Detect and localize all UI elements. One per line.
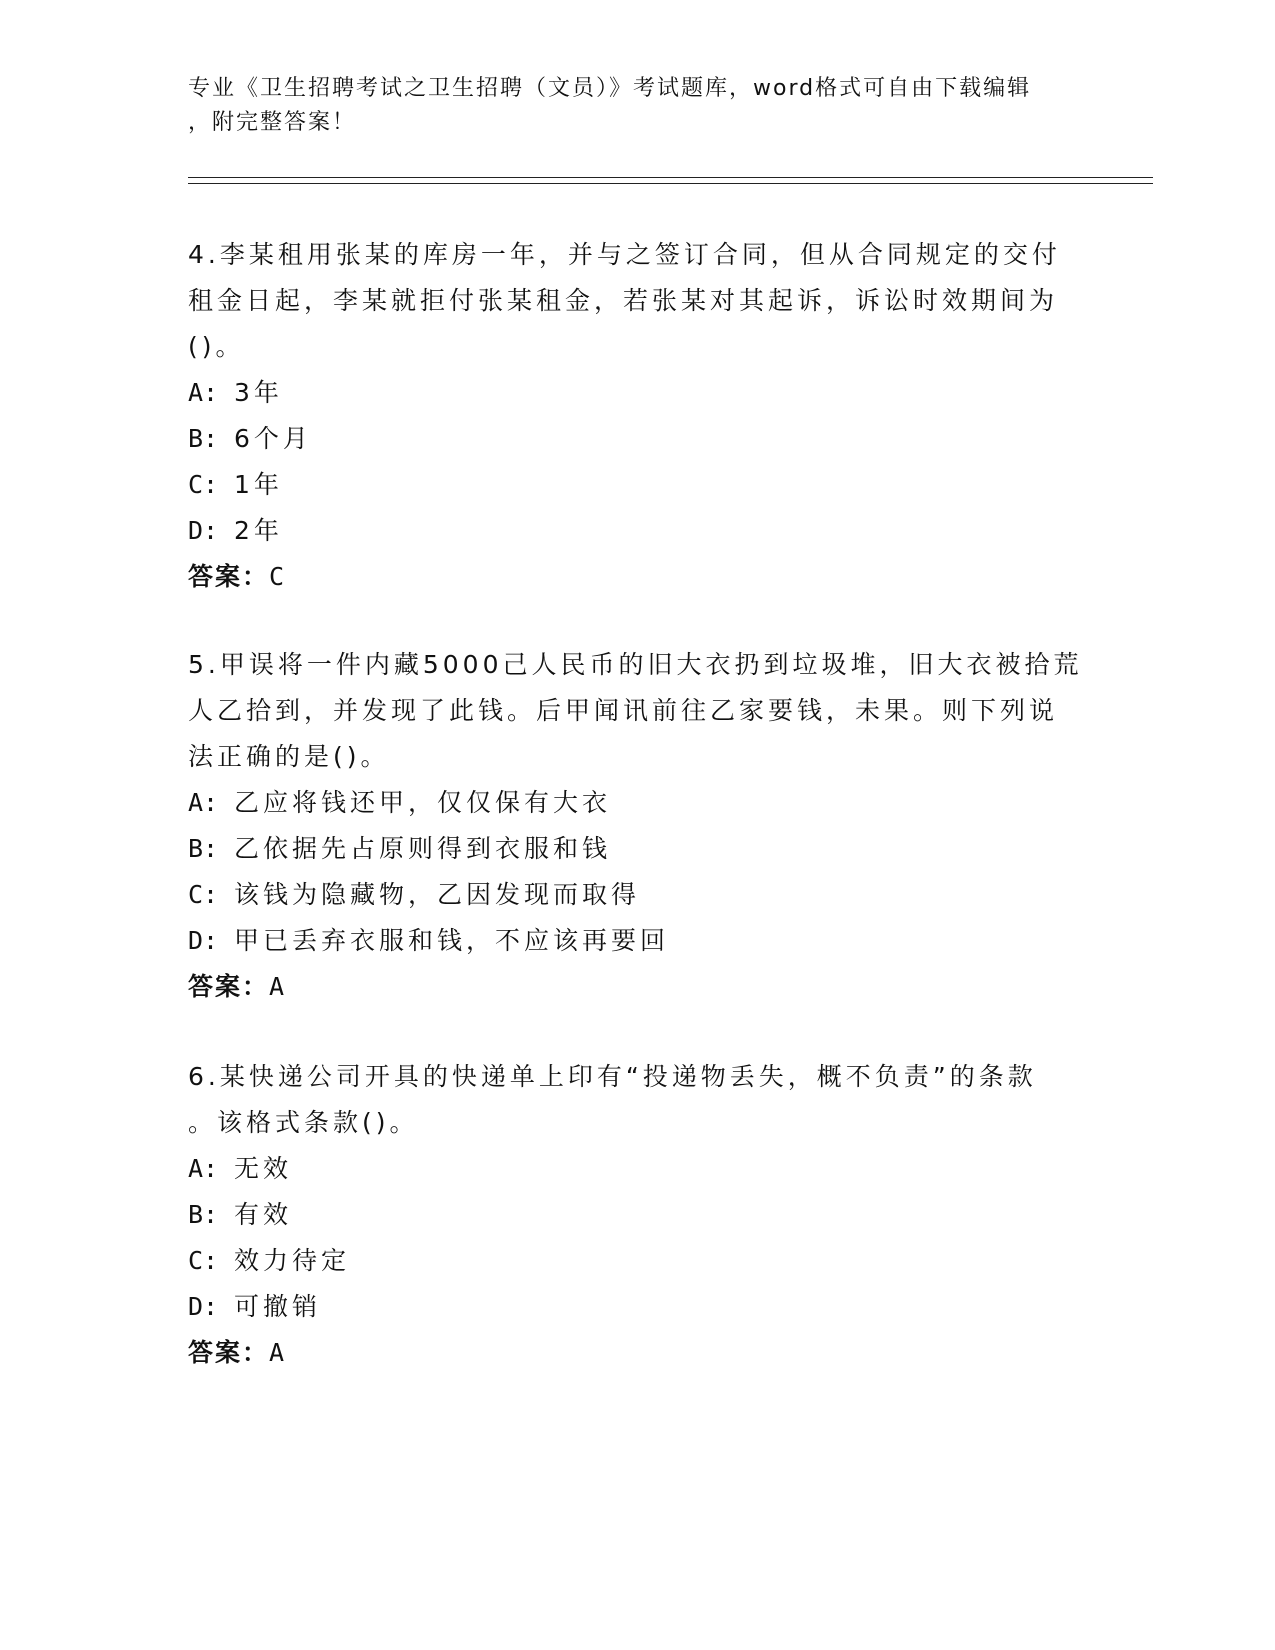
option-text: 3年 <box>234 378 283 407</box>
option-text: 甲已丢弃衣服和钱，不应该再要回 <box>234 926 670 955</box>
option-letter: B: <box>188 834 219 863</box>
option-c <box>188 872 1088 918</box>
option-text: 效力待定 <box>234 1246 351 1275</box>
option-letter: B: <box>188 424 219 453</box>
option-letter: C: <box>188 880 219 909</box>
option-letter: A: <box>188 788 219 817</box>
answer-label: 答案： <box>188 972 270 1001</box>
option-letter: A: <box>188 1154 219 1183</box>
option-letter: D: <box>188 516 219 545</box>
option-a <box>188 370 1088 416</box>
option-d <box>188 918 1088 964</box>
option-letter: C: <box>188 1246 219 1275</box>
option-text: 1年 <box>234 470 283 499</box>
question-text-line: 租金日起，李某就拒付张某租金，若张某对其起诉，诉讼时效期间为 <box>188 286 1059 315</box>
option-d <box>188 1284 1088 1330</box>
header-title-line-2: ，附完整答案！ <box>188 110 357 135</box>
header-divider-top <box>188 177 1153 178</box>
option-letter: C: <box>188 470 219 499</box>
answer-line <box>188 1330 1088 1376</box>
question-text-line: 法正确的是()。 <box>188 742 390 771</box>
option-b <box>188 416 1088 462</box>
answer-value: C <box>269 562 287 591</box>
header-title-line-1: 专业《卫生招聘考试之卫生招聘（文员）》考试题库，word格式可自由下载编辑 <box>188 76 1032 101</box>
option-a <box>188 1146 1088 1192</box>
option-text: 可撤销 <box>234 1292 322 1321</box>
answer-line <box>188 554 1088 600</box>
question-4 <box>188 232 1088 600</box>
answer-value: A <box>269 972 287 1001</box>
option-a <box>188 780 1088 826</box>
option-letter: A: <box>188 378 219 407</box>
option-text: 乙应将钱还甲，仅仅保有大衣 <box>234 788 612 817</box>
answer-line <box>188 964 1088 1010</box>
option-d <box>188 508 1088 554</box>
option-text: 乙依据先占原则得到衣服和钱 <box>234 834 612 863</box>
option-text: 无效 <box>234 1154 293 1183</box>
question-text-line: ()。 <box>188 332 245 361</box>
question-text-line: 。该格式条款()。 <box>188 1108 419 1137</box>
question-text-line: 6.某快递公司开具的快递单上印有“投递物丢失，概不负责”的条款 <box>188 1062 1037 1091</box>
question-text-line: 人乙拾到，并发现了此钱。后甲闻讯前往乙家要钱，未果。则下列说 <box>188 696 1059 725</box>
option-c <box>188 462 1088 508</box>
answer-label: 答案： <box>188 1338 270 1367</box>
option-text: 有效 <box>234 1200 293 1229</box>
option-text: 6个月 <box>234 424 312 453</box>
answer-label: 答案： <box>188 562 270 591</box>
option-b <box>188 826 1088 872</box>
document-header <box>188 72 1068 140</box>
option-text: 该钱为隐藏物，乙因发现而取得 <box>234 880 641 909</box>
question-text-line: 4.李某租用张某的库房一年，并与之签订合同，但从合同规定的交付 <box>188 240 1061 269</box>
option-letter: B: <box>188 1200 219 1229</box>
question-text-line: 5.甲误将一件内藏5000己人民币的旧大衣扔到垃圾堆，旧大衣被拾荒 <box>188 650 1083 679</box>
option-letter: D: <box>188 926 219 955</box>
option-c <box>188 1238 1088 1284</box>
question-6 <box>188 1054 1088 1376</box>
option-text: 2年 <box>234 516 283 545</box>
header-divider-bottom <box>188 183 1153 184</box>
option-letter: D: <box>188 1292 219 1321</box>
question-5 <box>188 642 1088 1010</box>
answer-value: A <box>269 1338 287 1367</box>
option-b <box>188 1192 1088 1238</box>
